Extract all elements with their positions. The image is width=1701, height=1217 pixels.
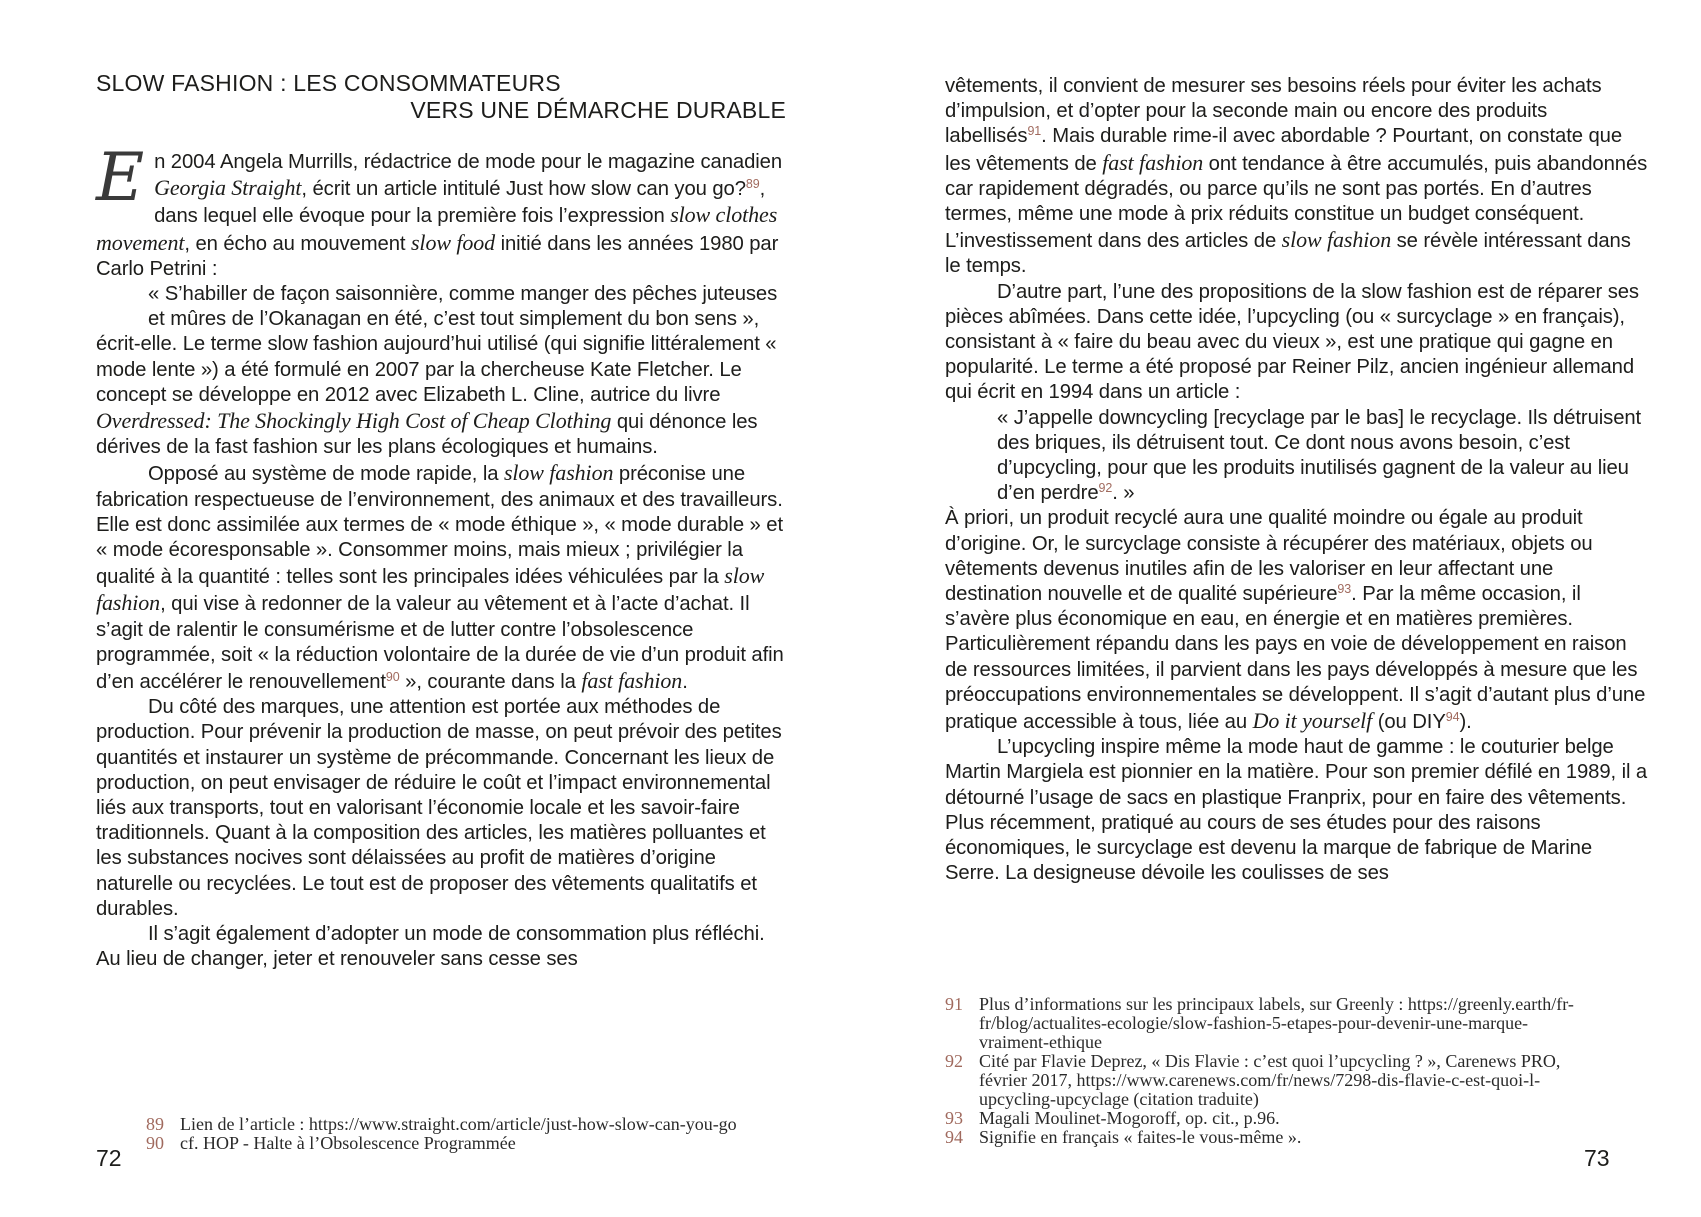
paragraph <box>96 460 786 695</box>
footnote-number: 92 <box>945 1051 963 1071</box>
section-title-line-1: SLOW FASHION : LES CONSOMMATEURS <box>96 70 561 96</box>
text-run: ont tendance à être accumulés, puis abandonnés car rapidement dégradés, ou parce qu’ils ne sont pas portés. En d’autres termes, même une mode à prix réduits constitue un budget conséquent. L’investissement dans des articles de <box>945 152 1648 253</box>
italic-text: slow clothes movement <box>96 202 778 255</box>
footnote-text: Signifie en français « faites-le vous-même ». <box>979 1127 1302 1147</box>
footnote-text: cf. HOP - Halte à l’Obsolescence Programmée <box>180 1133 516 1153</box>
text-run: se révèle intéressant dans le temps. <box>945 230 1631 278</box>
text-run: , en écho au mouvement <box>184 232 411 255</box>
section-title-line-2: VERS UNE DÉMARCHE DURABLE <box>410 97 786 123</box>
text-run: écrit-elle. Le terme slow fashion aujourd’hui utilisé (qui signifie littéralement « mode lente ») a été formulé en 2007 par la chercheuse Kate Fletcher. Le concept se développe en 2012 avec Elizabeth L. Cline, autrice du livre <box>96 333 777 406</box>
italic-text: Overdressed: The Shockingly High Cost of Cheap Clothing <box>96 408 612 434</box>
paragraph-text <box>96 139 783 280</box>
text-run: (ou DIY <box>1372 711 1446 734</box>
footnote-reference: 93 <box>1337 582 1352 597</box>
footnote-reference: 91 <box>1027 124 1042 139</box>
paragraph <box>96 332 786 460</box>
text-run: Du côté des marques, une attention est portée aux méthodes de production. Pour prévenir la production de masse, on peut prévoir des petites quantités et instaurer un système de précommande. Concernant les lieux de production, on peut envisager de réduire le coût et l’impact environnemental liés aux transports, tout en valorisant l’économie locale et les savoir-faire traditionnels. Quant à la composition des articles, les matières polluantes et les substances nocives sont délaissées au profit de matières d’origine naturelle ou recyclées. Le tout est de proposer des vêtements qualitatifs et durables. <box>96 696 782 920</box>
footnote <box>945 995 1575 1052</box>
text-run: », courante dans la <box>399 671 582 694</box>
text-run: , qui vise à redonner de la valeur au vêtement et à l’acte d’achat. Il s’agit de ralentir le consumérisme et de lutter contre l’obsolescence programmée, soit « la réduction volontaire de la durée de vie d’un produit afin d’en accélérer le renouvellement <box>96 593 784 694</box>
paragraph <box>945 74 1650 280</box>
left-body-text <box>96 139 786 973</box>
footnote-reference: 90 <box>385 670 400 685</box>
footnote-number: 91 <box>945 994 963 1014</box>
text-run: Il s’agit également d’adopter un mode de consommation plus réfléchi. Au lieu de changer, jeter et renouveler sans cesse ses <box>96 923 765 971</box>
text-run: . Par la même occasion, il s’avère plus économique en eau, en énergie et en matières premières. Particulièrement répandu dans les pays en voie de développement en raison de ressources limitées, il parvient dans les pays développés à mesure que les préoccupations environnementales se développent. Il s’agit d’autant plus d’une pratique accessible à tous, liée au <box>945 583 1646 734</box>
page-number: 72 <box>96 1145 122 1171</box>
text-run: n 2004 Angela Murrills, rédactrice de mode pour le magazine canadien <box>154 151 783 173</box>
text-run: vêtements, il convient de mesurer ses besoins réels pour éviter les achats d’impulsion, et d’opter pour la seconde main ou encore des produits labellisés <box>945 75 1602 148</box>
footnote-number: 90 <box>146 1133 164 1153</box>
footnote-text: Lien de l’article : https://www.straight.com/article/just-how-slow-can-you-go <box>180 1114 737 1134</box>
footnotes <box>945 995 1575 1147</box>
block-quote <box>945 406 1650 507</box>
footnote-text: Plus d’informations sur les principaux labels, sur Greenly : https://greenly.earth/fr-fr/blog/actualites-ecologie/slow-fashion-5-etapes-pour-devenir-une-marque-vraiment-ethique <box>979 994 1574 1052</box>
page-number: 73 <box>1584 1145 1610 1171</box>
text-run: « J’appelle downcycling [recyclage par le bas] le recyclage. Ils détruisent des briques, ils détruisent tout. Ce dont nous avons besoin, c’est d’upcycling, pour que les produits inutilisés gagnent de la valeur au lieu d’en perdre <box>997 406 1642 505</box>
footnote <box>945 1052 1575 1109</box>
footnote-reference: 89 <box>745 177 760 192</box>
footnote-reference: 92 <box>1098 481 1113 496</box>
footnotes <box>146 1115 786 1153</box>
paragraph <box>96 922 786 972</box>
section-title <box>96 70 786 124</box>
footnote-number: 93 <box>945 1108 963 1128</box>
italic-text: fast fashion <box>581 668 683 694</box>
right-page <box>850 0 1701 1217</box>
footnote-number: 89 <box>146 1114 164 1134</box>
text-run: . » <box>1112 482 1135 505</box>
footnote <box>146 1115 786 1134</box>
footnote-number: 94 <box>945 1127 963 1147</box>
paragraph <box>945 735 1650 886</box>
italic-text: fast fashion <box>1102 149 1204 175</box>
paragraph <box>945 506 1650 735</box>
drop-cap: E <box>96 139 145 216</box>
paragraph <box>96 139 786 282</box>
text-run: . <box>682 671 688 694</box>
right-body-text <box>945 74 1650 887</box>
footnote-text: Magali Moulinet-Mogoroff, op. cit., p.96. <box>979 1108 1280 1128</box>
text-run: , dans lequel elle évoque pour la première fois l’expression <box>154 178 766 228</box>
italic-text: Do it yourself <box>1252 708 1373 734</box>
footnote <box>945 1109 1575 1128</box>
text-run: initié dans les années 1980 par Carlo Petrini : <box>96 232 779 280</box>
text-run: À priori, un produit recyclé aura une qualité moindre ou égale au produit d’origine. Or, le surcyclage consiste à récupérer des matériaux, objets ou vêtements devenus inutiles afin de les valoriser en leur affectant une destination nouvelle et de qualité supérieure <box>945 507 1593 606</box>
text-run: , écrit un article intitulé Just how slow can you go? <box>301 178 746 201</box>
text-run: Opposé au système de mode rapide, la <box>148 463 504 486</box>
text-run: préconise une fabrication respectueuse de l’environnement, des animaux et des travailleurs. Elle est donc assimilée aux termes de « mode éthique », « mode durable » et « mode écoresponsable ». Consommer moins, mais mieux ; privilégier la qualité à la quantité : telles sont les principales idées véhiculées par la <box>96 463 783 589</box>
paragraph <box>96 695 786 922</box>
italic-text: slow fashion <box>503 460 614 486</box>
footnote-reference: 94 <box>1445 710 1460 725</box>
text-run: L’upcycling inspire même la mode haut de gamme : le couturier belge Martin Margiela est pionnier en la matière. Pour son premier défilé en 1989, il a détourné l’usage de sacs en plastique Franprix, pour en faire des vêtements. Plus récemment, pratiqué au cours de ses études pour des raisons économiques, le surcyclage est devenu la marque de fabrique de Marine Serre. La designeuse dévoile les coulisses de ses <box>945 736 1648 885</box>
text-run: qui dénonce les dérives de la fast fashion sur les plans écologiques et humains. <box>96 411 758 459</box>
left-page <box>0 0 850 1217</box>
italic-text: slow food <box>410 229 496 255</box>
italic-text: Georgia Straight <box>154 175 302 201</box>
footnote <box>945 1128 1575 1147</box>
text-run: ). <box>1459 711 1472 734</box>
italic-text: slow fashion <box>96 563 765 616</box>
block-quote: « S’habiller de façon saisonnière, comme manger des pêches juteuses et mûres de l’Okanagan en été, c’est tout simplement du bon sens », <box>148 283 778 331</box>
footnote <box>146 1134 786 1153</box>
footnote-text: Cité par Flavie Deprez, « Dis Flavie : c’est quoi l’upcycling ? », Carenews PRO, février 2017, https://www.carenews.com/fr/news/7298-dis-flavie-c-est-quoi-l-upcycling-upcyclage (citation traduite) <box>979 1051 1561 1109</box>
text-run: . Mais durable rime-il avec abordable ? Pourtant, on constate que les vêtements de <box>945 125 1623 175</box>
italic-text: slow fashion <box>1281 227 1392 253</box>
text-run: D’autre part, l’une des propositions de la slow fashion est de réparer ses pièces abîmées. Dans cette idée, l’upcycling (ou « surcyclage » en français), consistant à « faire du beau avec du vieux », est une pratique qui gagne en popularité. Le terme a été proposé par Reiner Pilz, ancien ingénieur allemand qui écrit en 1994 dans un article : <box>945 280 1639 404</box>
paragraph <box>945 280 1650 406</box>
